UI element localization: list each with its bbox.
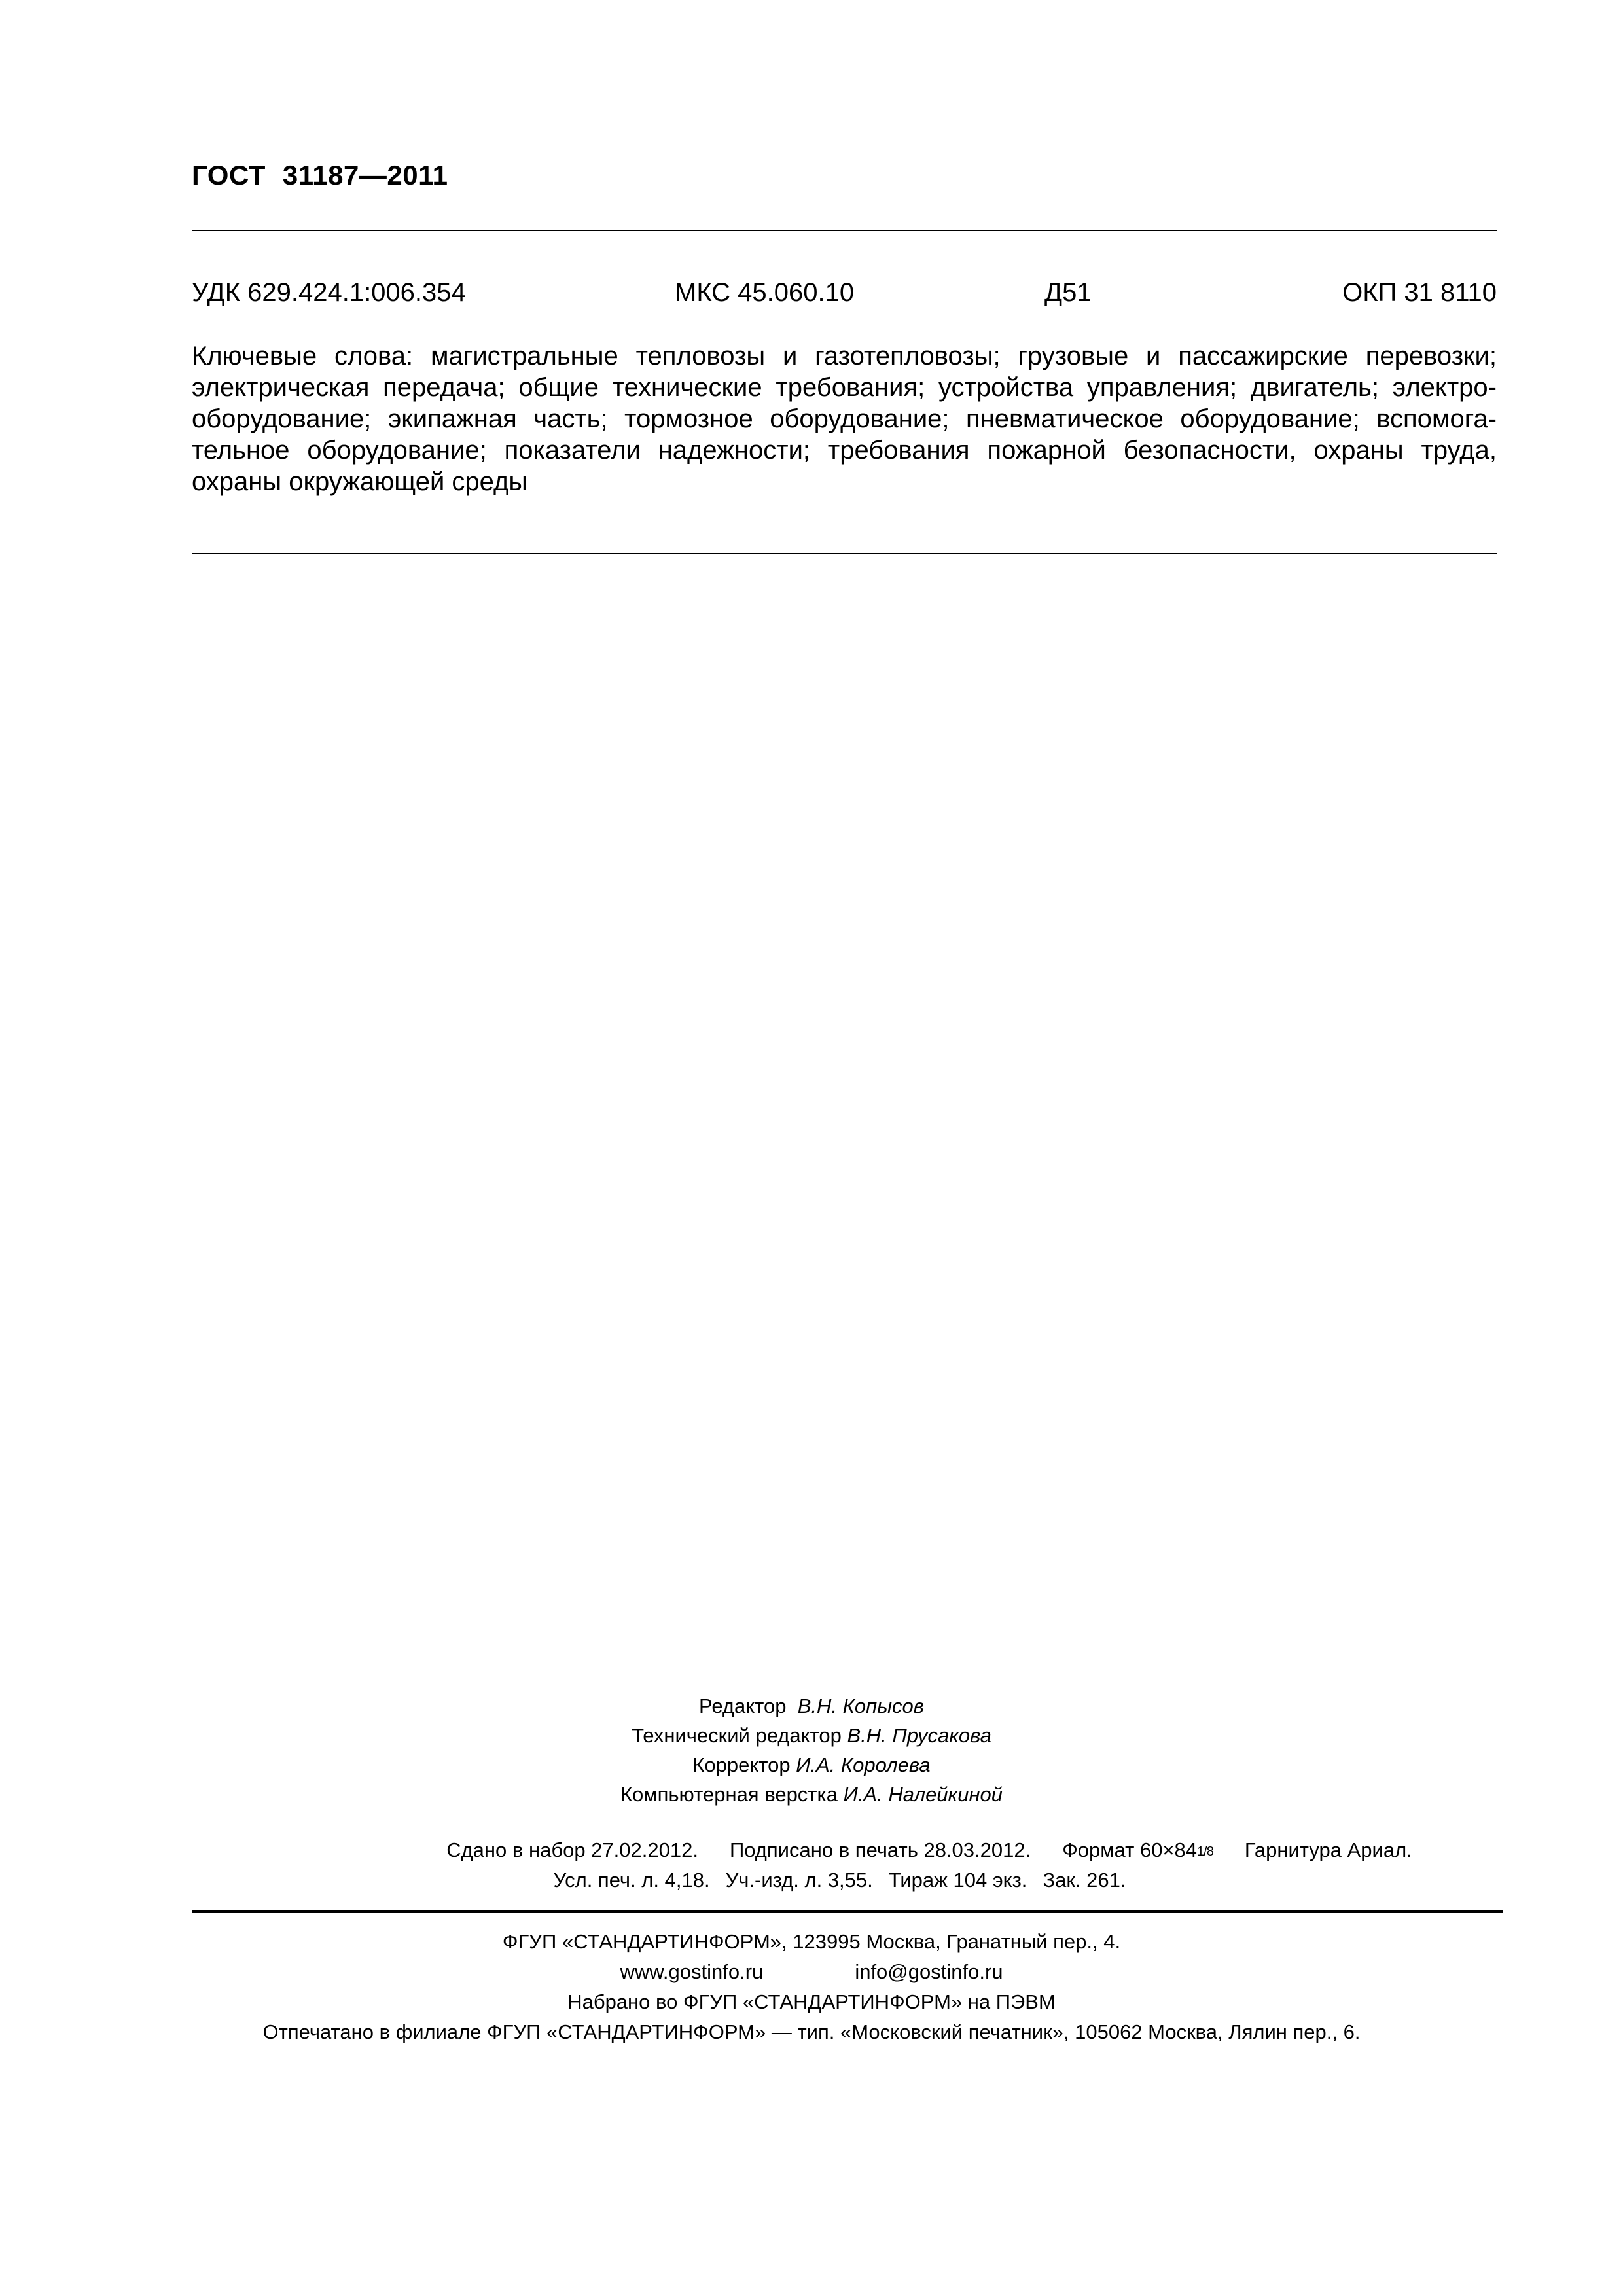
publisher-contacts <box>0 1957 1623 1987</box>
print-info-line-2 <box>0 1866 1623 1895</box>
tech-editor-name: В.Н. Прусакова <box>847 1724 991 1747</box>
keywords-divider <box>192 553 1497 554</box>
publisher-address: ФГУП «СТАНДАРТИНФОРМ», 123995 Москва, Гранатный пер., 4. <box>502 1930 1121 1953</box>
editor-name: В.Н. Копысов <box>797 1695 924 1717</box>
printed-note: Отпечатано в филиале ФГУП «СТАНДАРТИНФОРМ» — тип. «Московский печатник», 105062 Москва, Лялин пер., 6. <box>262 2020 1361 2043</box>
credits-block <box>0 1691 1623 1809</box>
tech-editor-line <box>0 1721 1623 1750</box>
standard-number: 31187—2011 <box>282 160 448 190</box>
publisher-block <box>0 1927 1623 2047</box>
colophon-divider <box>192 1910 1503 1913</box>
standard-prefix: ГОСТ <box>192 160 266 190</box>
paper-format: Формат 60×84 <box>1062 1839 1198 1861</box>
document-header <box>192 160 448 191</box>
layout-name: И.А. Налейкиной <box>843 1783 1003 1806</box>
corrector-line <box>0 1750 1623 1780</box>
corrector-role: Корректор <box>692 1753 791 1776</box>
print-sheets: Усл. печ. л. 4,18. <box>553 1869 710 1892</box>
publisher-email: info@gostinfo.ru <box>855 1960 1003 1983</box>
category-code: Д51 <box>1044 278 1092 307</box>
order-number: Зак. 261. <box>1043 1869 1126 1892</box>
print-info-block <box>0 1836 1623 1895</box>
font-face: Гарнитура Ариал. <box>1244 1839 1412 1861</box>
layout-role: Компьютерная верстка <box>620 1783 838 1806</box>
editor-role: Редактор <box>699 1695 787 1717</box>
print-run: Тираж 104 экз. <box>888 1869 1027 1892</box>
editor-line <box>0 1691 1623 1721</box>
classification-row <box>192 278 1497 315</box>
typeset-note: Набрано во ФГУП «СТАНДАРТИНФОРМ» на ПЭВМ <box>567 1990 1056 2013</box>
mks-code: МКС 45.060.10 <box>675 278 855 307</box>
format-fraction: 1/8 <box>1197 1844 1213 1859</box>
signed-date: Подписано в печать 28.03.2012. <box>729 1839 1031 1861</box>
tech-editor-role: Технический редактор <box>632 1724 842 1747</box>
pub-sheets: Уч.-изд. л. 3,55. <box>725 1869 873 1892</box>
corrector-name: И.А. Королева <box>796 1753 931 1776</box>
okp-code: ОКП 31 8110 <box>1342 278 1497 307</box>
layout-line <box>0 1780 1623 1809</box>
publisher-website: www.gostinfo.ru <box>620 1960 764 1983</box>
udk-code: УДК 629.424.1:006.354 <box>192 278 466 307</box>
submitted-date: Сдано в набор 27.02.2012. <box>446 1839 698 1861</box>
print-info-line-1 <box>0 1836 1623 1866</box>
header-divider <box>192 230 1497 231</box>
keywords-paragraph: Ключевые слова: магистральные тепловозы и газотепловозы; грузовые и пассажирские перевозки; электрическая передача; общие технические требования; устройства управления; двигатель; электрооборудование; экипажная часть; тормозное оборудование; пневматическое оборудование; вспомогательное оборудование; показатели надежности; требования пожарной безопасности, охраны труда, охраны окружающей среды <box>192 342 1497 496</box>
